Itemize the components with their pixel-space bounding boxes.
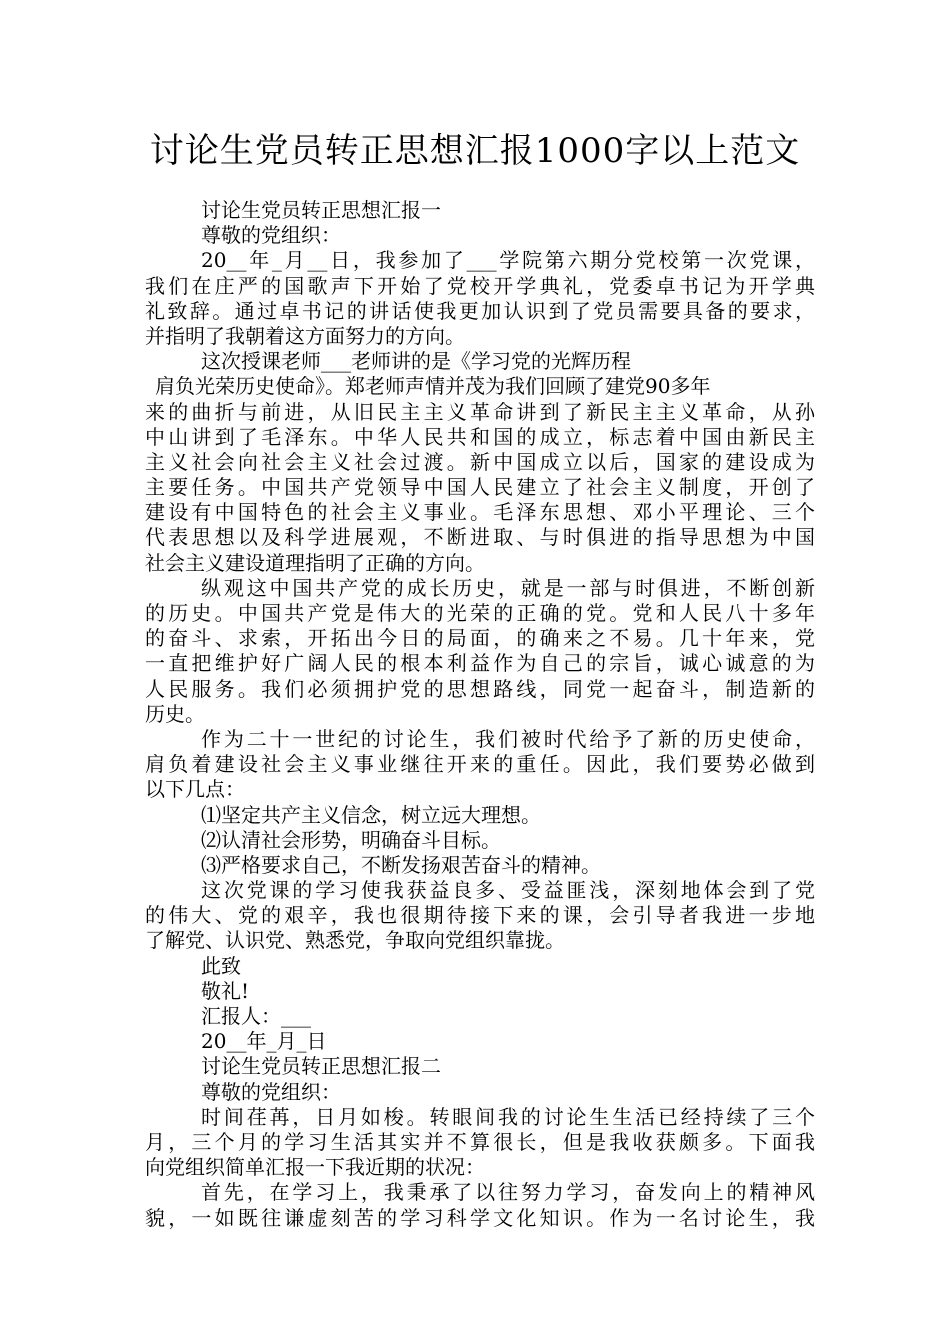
closing-line: 此致 [201, 953, 241, 978]
paragraph-line: 主义社会向社会主义社会过渡。新中国成立以后，国家的建设成为 [145, 449, 815, 474]
reporter-line: 汇报人：___ [201, 1004, 311, 1028]
paragraph-line: 历史。 [145, 701, 205, 726]
date-line: 20__年_月_日 [201, 1029, 327, 1054]
paragraph-line: 人民服务。我们必须拥护党的思想路线，同党一起奋斗，制造新的 [145, 676, 815, 701]
list-item: ⑶严格要求自己，不断发扬艰苦奋斗的精神。 [201, 852, 601, 877]
closing-line: 敬礼! [201, 978, 250, 1003]
paragraph-line: 这次党课的学习使我获益良多、受益匪浅，深刻地体会到了党 [201, 878, 815, 903]
section-heading: 讨论生党员转正思想汇报一 [201, 198, 441, 222]
paragraph-line: 20__年_月__日，我参加了___学院第六期分党校第一次党课， [201, 248, 815, 273]
paragraph-line: 月，三个月的学习生活其实并不算很长，但是我收获颇多。下面我 [145, 1129, 815, 1154]
paragraph-line: 代表思想以及科学进展观，不断进取、与时俱进的指导思想为中国 [145, 525, 815, 550]
paragraph-line: 来的曲折与前进，从旧民主主义革命讲到了新民主主义革命，从孙 [145, 399, 815, 424]
paragraph-line: 肩负着建设社会主义事业继往开来的重任。因此，我们要势必做到 [145, 752, 815, 777]
paragraph-line: 这次授课老师___老师讲的是《学习党的光辉历程 [201, 349, 631, 374]
paragraph-line: 向党组织简单汇报一下我近期的状况： [145, 1155, 485, 1180]
document-body [145, 198, 815, 1231]
paragraph-line: 作为二十一世纪的讨论生，我们被时代给予了新的历史使命， [201, 726, 815, 751]
paragraph-line: 首先，在学习上，我秉承了以往努力学习，奋发向上的精神风 [201, 1180, 815, 1205]
paragraph-line: 社会主义建设道理指明了正确的方向。 [145, 550, 485, 575]
paragraph-line: 以下几点： [145, 777, 245, 802]
salutation: 尊敬的党组织： [201, 223, 341, 248]
paragraph-line: 的奋斗、求索，开拓出今日的局面，的确来之不易。几十年来，党 [145, 626, 815, 651]
paragraph-line: 肩负光荣历史使命》。郑老师声情并茂为我们回顾了建党90多年 [155, 374, 711, 399]
paragraph-line: 主要任务。中国共产党领导中国人民建立了社会主义制度，开创了 [145, 475, 815, 500]
list-item: ⑵认清社会形势，明确奋斗目标。 [201, 827, 501, 852]
section-heading: 讨论生党员转正思想汇报二 [201, 1054, 441, 1079]
paragraph-line: 时间荏苒，日月如梭。转眼间我的讨论生生活已经持续了三个 [201, 1104, 815, 1129]
paragraph-line: 貌，一如既往谦虚刻苦的学习科学文化知识。作为一名讨论生，我 [145, 1205, 815, 1230]
paragraph-line: 中山讲到了毛泽东。中华人民共和国的成立，标志着中国由新民主 [145, 424, 815, 449]
paragraph-line: 的伟大、党的艰辛，我也很期待接下来的课，会引导者我进一步地 [145, 903, 815, 928]
paragraph-line: 礼致辞。通过卓书记的讲话使我更加认识到了党员需要具备的要求， [145, 298, 815, 323]
paragraph-line: 纵观这中国共产党的成长历史，就是一部与时俱进，不断创新 [201, 575, 815, 600]
paragraph-line: 了解党、认识党、熟悉党，争取向党组织靠拢。 [145, 928, 565, 953]
paragraph-line: 的历史。中国共产党是伟大的光荣的正确的党。党和人民八十多年 [145, 601, 815, 625]
paragraph-line: 并指明了我朝着这方面努力的方向。 [145, 323, 465, 348]
salutation: 尊敬的党组织： [201, 1079, 341, 1104]
list-item: ⑴坚定共产主义信念，树立远大理想。 [201, 802, 541, 827]
paragraph-line: 一直把维护好广阔人民的根本利益作为自己的宗旨，诚心诚意的为 [145, 651, 815, 676]
paragraph-line: 建设有中国特色的社会主义事业。毛泽东思想、邓小平理论、三个 [145, 500, 815, 525]
document-title: 讨论生党员转正思想汇报1000字以上范文 [149, 131, 801, 171]
paragraph-line: 我们在庄严的国歌声下开始了党校开学典礼，党委卓书记为开学典 [145, 273, 815, 298]
